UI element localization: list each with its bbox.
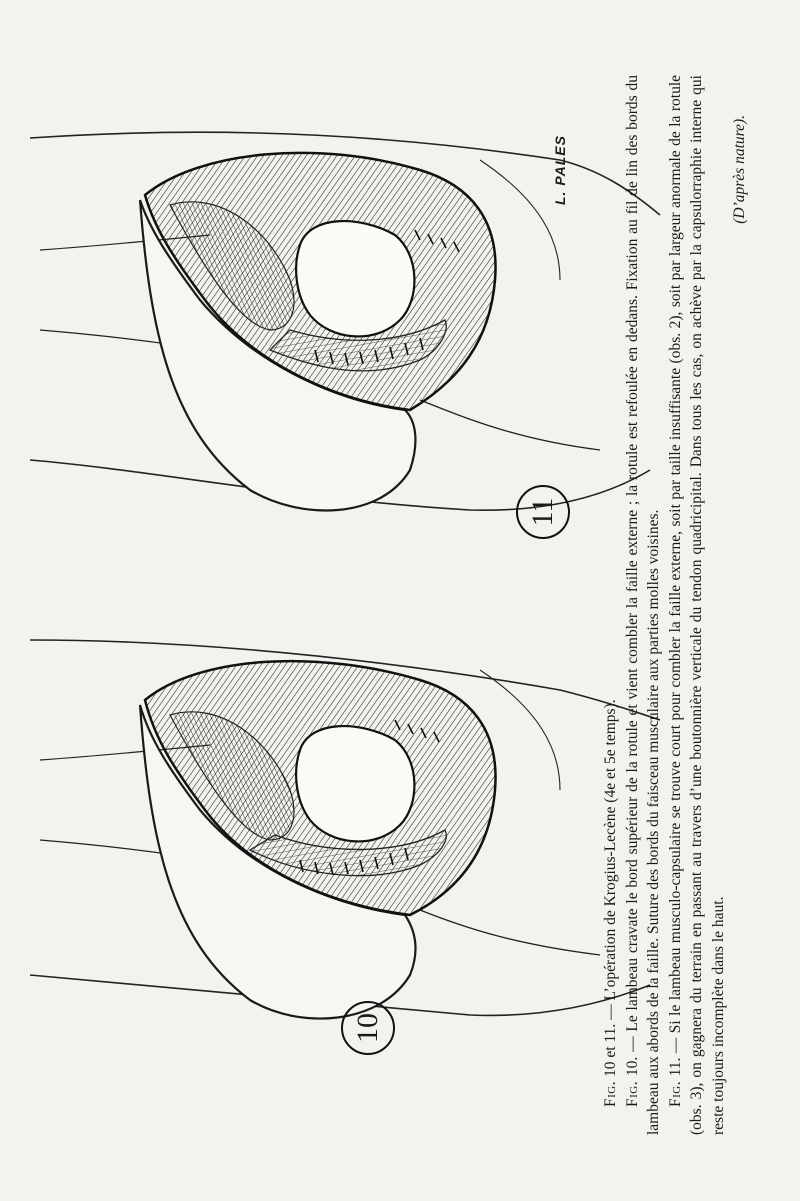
artist-signature: L. PALES (552, 135, 568, 205)
caption-title-abbr: Fig. (602, 1080, 619, 1107)
caption-fig11-text: 11. — Si le lambeau musculo-capsulaire se trouve court pour combler la faille externe, soit par taille insuffisante (obs. 2), soit par largeur anormale de la rotule (obs. 3), on gagnera du terrain en passant au travers d’une boutonnière verticale du tendon quadricipital. Dans tous les cas, on achève par la capsulorraphie interne qui reste toujours incomplète dans le haut. (666, 74, 727, 1135)
figure-10-number: 10 (351, 1013, 384, 1043)
caption-fig11 (665, 75, 730, 1135)
figure-11-number: 11 (526, 497, 559, 527)
caption-fig10-abbr: Fig. (623, 1080, 641, 1107)
figure-caption (600, 75, 751, 1135)
caption-title-text: 10 et 11. — L’opération de Krogius-Lecène (4e et 5e temps). (602, 699, 619, 1078)
caption-source: (D’après nature). (731, 115, 748, 224)
caption-fig10 (622, 75, 665, 1135)
caption-title (600, 75, 622, 1135)
caption-fig11-abbr: Fig. (666, 1080, 684, 1107)
caption-fig10-text: 10. — Le lambeau cravate le bord supérieur de la rotule et vient combler la faille externe ; la rotule est refoulée en dedans. Fixation au fil de lin des bords du lambeau aux abords de la faille. Suture des bords du faisceau musculaire aux parties molles voisines. (623, 75, 662, 1135)
figure-10-drawing (30, 640, 660, 1019)
